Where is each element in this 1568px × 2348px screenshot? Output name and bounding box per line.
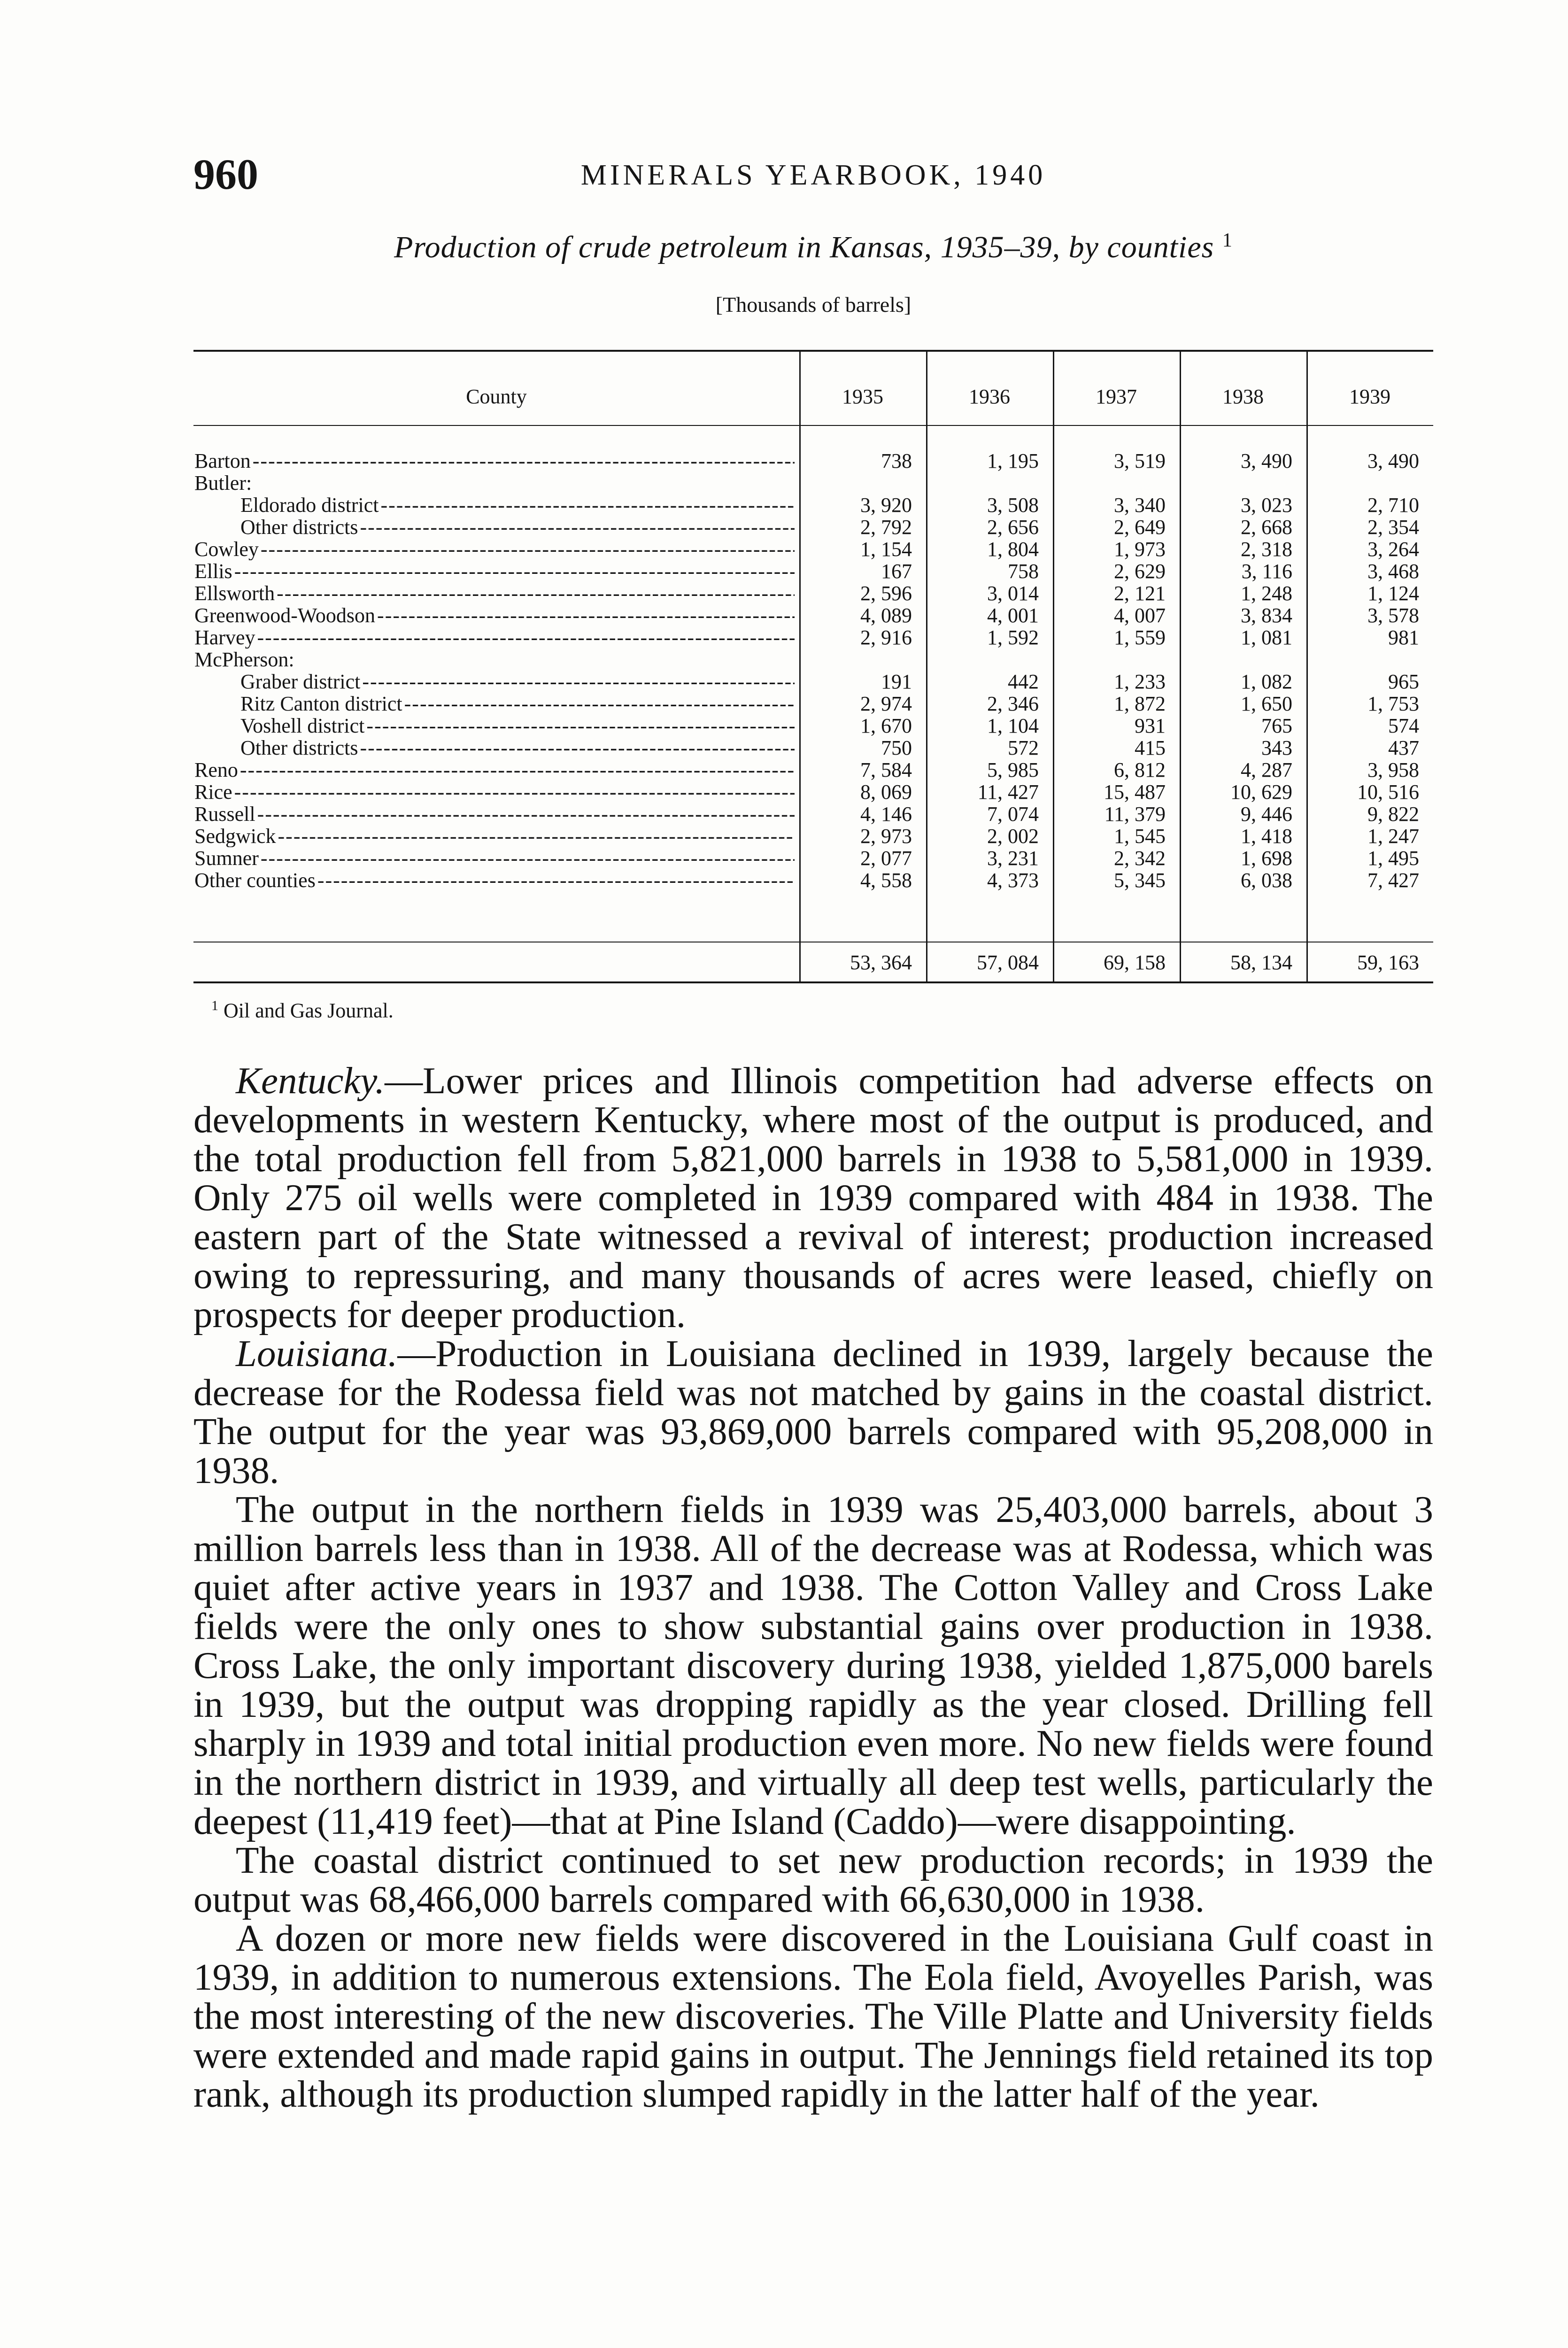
paragraph bbox=[193, 1061, 1433, 1334]
paragraph-text: A dozen or more new fields were discovered in the Louisiana Gulf coast in 1939, in addition to numerous extensions. The Eola field, Avoyelles Parish, was the most interesting of the new discoveries. The Ville Platte and University fields were extended and made rapid gains in output. The Jennings field retained its top rank, although its production slumped rapidly in the latter half of the year. bbox=[193, 1917, 1433, 2115]
cell-1936: 11, 427 bbox=[977, 780, 1039, 803]
cell-1939: 965 bbox=[1388, 670, 1419, 693]
cell-1937: 1, 233 bbox=[1114, 670, 1166, 693]
cell-1937: 1, 559 bbox=[1114, 626, 1166, 649]
cell-1937: 15, 487 bbox=[1104, 780, 1166, 803]
cell-1937: 3, 340 bbox=[1114, 494, 1166, 517]
county-label: Barton ----- bbox=[194, 450, 795, 472]
table-row bbox=[193, 759, 1433, 781]
county-label: Greenwood-Woodson ----- bbox=[194, 604, 795, 626]
cell-1935: 2, 792 bbox=[860, 516, 912, 539]
cell-1936: 572 bbox=[1008, 736, 1039, 759]
total-1935: 53, 364 bbox=[850, 951, 912, 974]
county-label: Sedgwick ----- bbox=[194, 825, 795, 847]
cell-1935: 167 bbox=[881, 560, 912, 583]
table-row bbox=[193, 450, 1433, 472]
footnote-mark: 1 bbox=[211, 998, 218, 1013]
cell-1935: 750 bbox=[881, 736, 912, 759]
cell-1935: 2, 974 bbox=[860, 692, 912, 715]
county-label: Cowley ----- bbox=[194, 538, 795, 560]
table-row bbox=[193, 516, 1433, 538]
table-bottom-rule bbox=[193, 981, 1433, 983]
cell-1939: 1, 753 bbox=[1367, 692, 1419, 715]
table-row bbox=[193, 693, 1433, 715]
cell-1936: 1, 804 bbox=[987, 538, 1039, 561]
cell-1937: 415 bbox=[1135, 736, 1166, 759]
cell-1937: 3, 519 bbox=[1114, 449, 1166, 472]
county-label: Rice ----- bbox=[194, 781, 795, 803]
body-text bbox=[193, 1061, 1433, 2114]
paragraph bbox=[193, 1490, 1433, 1841]
paragraph bbox=[193, 1841, 1433, 1919]
paragraph-lead: Kentucky. bbox=[236, 1059, 385, 1102]
cell-1935: 4, 558 bbox=[860, 869, 912, 892]
production-table bbox=[193, 350, 1433, 984]
cell-1936: 5, 985 bbox=[987, 758, 1039, 781]
cell-1937: 1, 872 bbox=[1114, 692, 1166, 715]
cell-1935: 4, 089 bbox=[860, 604, 912, 627]
county-label: Sumner ----- bbox=[194, 847, 795, 869]
cell-1939: 1, 247 bbox=[1367, 825, 1419, 848]
cell-1935: 3, 920 bbox=[860, 494, 912, 517]
cell-1937: 6, 812 bbox=[1114, 758, 1166, 781]
cell-1939: 1, 124 bbox=[1367, 582, 1419, 605]
county-label: McPherson: bbox=[194, 649, 294, 671]
cell-1939: 3, 578 bbox=[1367, 604, 1419, 627]
cell-1937: 1, 973 bbox=[1114, 538, 1166, 561]
table-title bbox=[193, 229, 1433, 265]
cell-1936: 1, 592 bbox=[987, 626, 1039, 649]
cell-1936: 2, 002 bbox=[987, 825, 1039, 848]
county-label: Ritz Canton district ----- bbox=[240, 693, 795, 715]
paragraph bbox=[193, 1334, 1433, 1490]
cell-1938: 765 bbox=[1261, 714, 1292, 737]
cell-1938: 1, 082 bbox=[1241, 670, 1292, 693]
paragraph-text: —Lower prices and Illinois competition had adverse effects on developments in western Kentucky, where most of the output is produced, and the total production fell from 5,821,000 barrels in 1938 to 5,581,000 in 1939. Only 275 oil wells were completed in 1939 compared with 484 in 1938. The eastern part of the State witnessed a revival of interest; production increased owing to repressuring, and many thousands of acres were leased, chiefly on prospects for deeper production. bbox=[193, 1059, 1433, 1336]
page-number: 960 bbox=[193, 150, 258, 198]
cell-1937: 931 bbox=[1135, 714, 1166, 737]
table-row bbox=[193, 649, 1433, 671]
table-unit: [Thousands of barrels] bbox=[715, 293, 911, 317]
cell-1938: 1, 650 bbox=[1241, 692, 1292, 715]
table-row bbox=[193, 472, 1433, 494]
table-header-rule bbox=[193, 425, 1433, 426]
paragraph-text: —Production in Louisiana declined in 1939, largely because the decrease for the Rodessa field was not matched by gains in the coastal district. The output for the year was 93,869,000 barrels compared with 95,208,000 in 1938. bbox=[193, 1332, 1433, 1491]
table-row bbox=[193, 538, 1433, 560]
table-row bbox=[193, 494, 1433, 516]
cell-1939: 3, 468 bbox=[1367, 560, 1419, 583]
table-top-rule bbox=[193, 350, 1433, 352]
cell-1937: 2, 342 bbox=[1114, 847, 1166, 870]
cell-1938: 4, 287 bbox=[1241, 758, 1292, 781]
column-header-1938: 1938 bbox=[1222, 385, 1264, 408]
cell-1936: 758 bbox=[1008, 560, 1039, 583]
table-row bbox=[193, 671, 1433, 693]
total-1937: 69, 158 bbox=[1104, 951, 1166, 974]
table-row bbox=[193, 847, 1433, 869]
cell-1936: 2, 656 bbox=[987, 516, 1039, 539]
cell-1939: 3, 264 bbox=[1367, 538, 1419, 561]
cell-1937: 2, 121 bbox=[1114, 582, 1166, 605]
county-label: Eldorado district ----- bbox=[240, 494, 795, 516]
cell-1937: 4, 007 bbox=[1114, 604, 1166, 627]
cell-1935: 2, 973 bbox=[860, 825, 912, 848]
cell-1938: 6, 038 bbox=[1241, 869, 1292, 892]
cell-1935: 191 bbox=[881, 670, 912, 693]
cell-1938: 3, 490 bbox=[1241, 449, 1292, 472]
cell-1938: 3, 834 bbox=[1241, 604, 1292, 627]
total-1939: 59, 163 bbox=[1357, 951, 1419, 974]
cell-1937: 1, 545 bbox=[1114, 825, 1166, 848]
cell-1936: 3, 014 bbox=[987, 582, 1039, 605]
cell-1935: 8, 069 bbox=[860, 780, 912, 803]
running-title: MINERALS YEARBOOK, 1940 bbox=[580, 159, 1046, 191]
total-1938: 58, 134 bbox=[1230, 951, 1292, 974]
county-label: Voshell district ----- bbox=[240, 715, 795, 737]
cell-1939: 3, 958 bbox=[1367, 758, 1419, 781]
cell-1936: 1, 104 bbox=[987, 714, 1039, 737]
cell-1936: 3, 231 bbox=[987, 847, 1039, 870]
cell-1939: 3, 490 bbox=[1367, 449, 1419, 472]
table-row bbox=[193, 626, 1433, 649]
cell-1936: 442 bbox=[1008, 670, 1039, 693]
county-label: Other districts ----- bbox=[240, 737, 795, 759]
footnote-text: Oil and Gas Journal. bbox=[224, 999, 394, 1022]
cell-1939: 7, 427 bbox=[1367, 869, 1419, 892]
cell-1937: 5, 345 bbox=[1114, 869, 1166, 892]
county-label: Graber district ----- bbox=[240, 671, 795, 693]
table-row bbox=[193, 715, 1433, 737]
cell-1936: 1, 195 bbox=[987, 449, 1039, 472]
county-label: Butler: bbox=[194, 472, 252, 494]
cell-1939: 10, 516 bbox=[1357, 780, 1419, 803]
cell-1936: 2, 346 bbox=[987, 692, 1039, 715]
cell-1935: 4, 146 bbox=[860, 803, 912, 826]
cell-1937: 2, 649 bbox=[1114, 516, 1166, 539]
table-total-row bbox=[193, 946, 1433, 979]
cell-1938: 3, 116 bbox=[1241, 560, 1292, 583]
county-label: Reno ----- bbox=[194, 759, 795, 781]
county-label: Other districts ----- bbox=[240, 516, 795, 538]
cell-1938: 343 bbox=[1261, 736, 1292, 759]
cell-1936: 4, 373 bbox=[987, 869, 1039, 892]
cell-1935: 2, 916 bbox=[860, 626, 912, 649]
column-header-1937: 1937 bbox=[1096, 385, 1137, 408]
cell-1938: 9, 446 bbox=[1241, 803, 1292, 826]
cell-1938: 1, 248 bbox=[1241, 582, 1292, 605]
paragraph bbox=[193, 1919, 1433, 2114]
paragraph-lead: Louisiana. bbox=[236, 1332, 398, 1375]
table-row bbox=[193, 604, 1433, 626]
cell-1938: 10, 629 bbox=[1230, 780, 1292, 803]
cell-1939: 2, 354 bbox=[1367, 516, 1419, 539]
cell-1938: 2, 318 bbox=[1241, 538, 1292, 561]
running-head bbox=[193, 149, 1433, 201]
table-row bbox=[193, 803, 1433, 825]
table-row bbox=[193, 825, 1433, 847]
column-header-1936: 1936 bbox=[969, 385, 1010, 408]
cell-1939: 9, 822 bbox=[1367, 803, 1419, 826]
table-row bbox=[193, 582, 1433, 604]
column-header-1939: 1939 bbox=[1349, 385, 1390, 408]
cell-1939: 1, 495 bbox=[1367, 847, 1419, 870]
cell-1935: 1, 154 bbox=[860, 538, 912, 561]
table-row bbox=[193, 560, 1433, 582]
cell-1935: 7, 584 bbox=[860, 758, 912, 781]
county-label: Ellis ----- bbox=[194, 560, 795, 582]
cell-1938: 1, 698 bbox=[1241, 847, 1292, 870]
county-label: Other counties ----- bbox=[194, 869, 795, 891]
cell-1938: 1, 081 bbox=[1241, 626, 1292, 649]
county-label: Harvey ----- bbox=[194, 626, 795, 649]
cell-1939: 2, 710 bbox=[1367, 494, 1419, 517]
column-header-1935: 1935 bbox=[842, 385, 883, 408]
cell-1939: 981 bbox=[1388, 626, 1419, 649]
cell-1937: 11, 379 bbox=[1104, 803, 1166, 826]
cell-1939: 437 bbox=[1388, 736, 1419, 759]
cell-1935: 738 bbox=[881, 449, 912, 472]
table-row bbox=[193, 737, 1433, 759]
paragraph-text: The output in the northern fields in 1939 was 25,403,000 barrels, about 3 million barrels less than in 1938. All of the decrease was at Rodessa, which was quiet after active years in 1937 and 1938. The Cotton Valley and Cross Lake fields were the only ones to show substantial gains over production in 1938. Cross Lake, the only important discovery during 1938, yielded 1,875,000 barels in 1939, but the output was dropping rapidly as the year closed. Drilling fell sharply in 1939 and total initial production even more. No new fields were found in the northern district in 1939, and virtually all deep test wells, particularly the deepest (11,419 feet)—that at Pine Island (Caddo)—were disappointing. bbox=[193, 1488, 1433, 1842]
cell-1939: 574 bbox=[1388, 714, 1419, 737]
cell-1937: 2, 629 bbox=[1114, 560, 1166, 583]
cell-1935: 2, 596 bbox=[860, 582, 912, 605]
total-1936: 57, 084 bbox=[977, 951, 1039, 974]
county-label: Russell ----- bbox=[194, 803, 795, 825]
cell-1935: 1, 670 bbox=[860, 714, 912, 737]
cell-1938: 2, 668 bbox=[1241, 516, 1292, 539]
cell-1936: 7, 074 bbox=[987, 803, 1039, 826]
paragraph-text: The coastal district continued to set new production records; in 1939 the output was 68,466,000 barrels compared with 66,630,000 in 1938. bbox=[193, 1839, 1433, 1920]
column-header-county: County bbox=[466, 385, 527, 408]
table-row bbox=[193, 869, 1433, 891]
table-title-footnote-mark: 1 bbox=[1222, 230, 1233, 251]
cell-1936: 3, 508 bbox=[987, 494, 1039, 517]
county-label: Ellsworth ----- bbox=[194, 582, 795, 604]
cell-1938: 3, 023 bbox=[1241, 494, 1292, 517]
table-footnote bbox=[211, 998, 394, 1023]
cell-1935: 2, 077 bbox=[860, 847, 912, 870]
table-row bbox=[193, 781, 1433, 803]
cell-1938: 1, 418 bbox=[1241, 825, 1292, 848]
table-title-text: Production of crude petroleum in Kansas, 1935–39, by counties bbox=[394, 230, 1214, 264]
cell-1936: 4, 001 bbox=[987, 604, 1039, 627]
